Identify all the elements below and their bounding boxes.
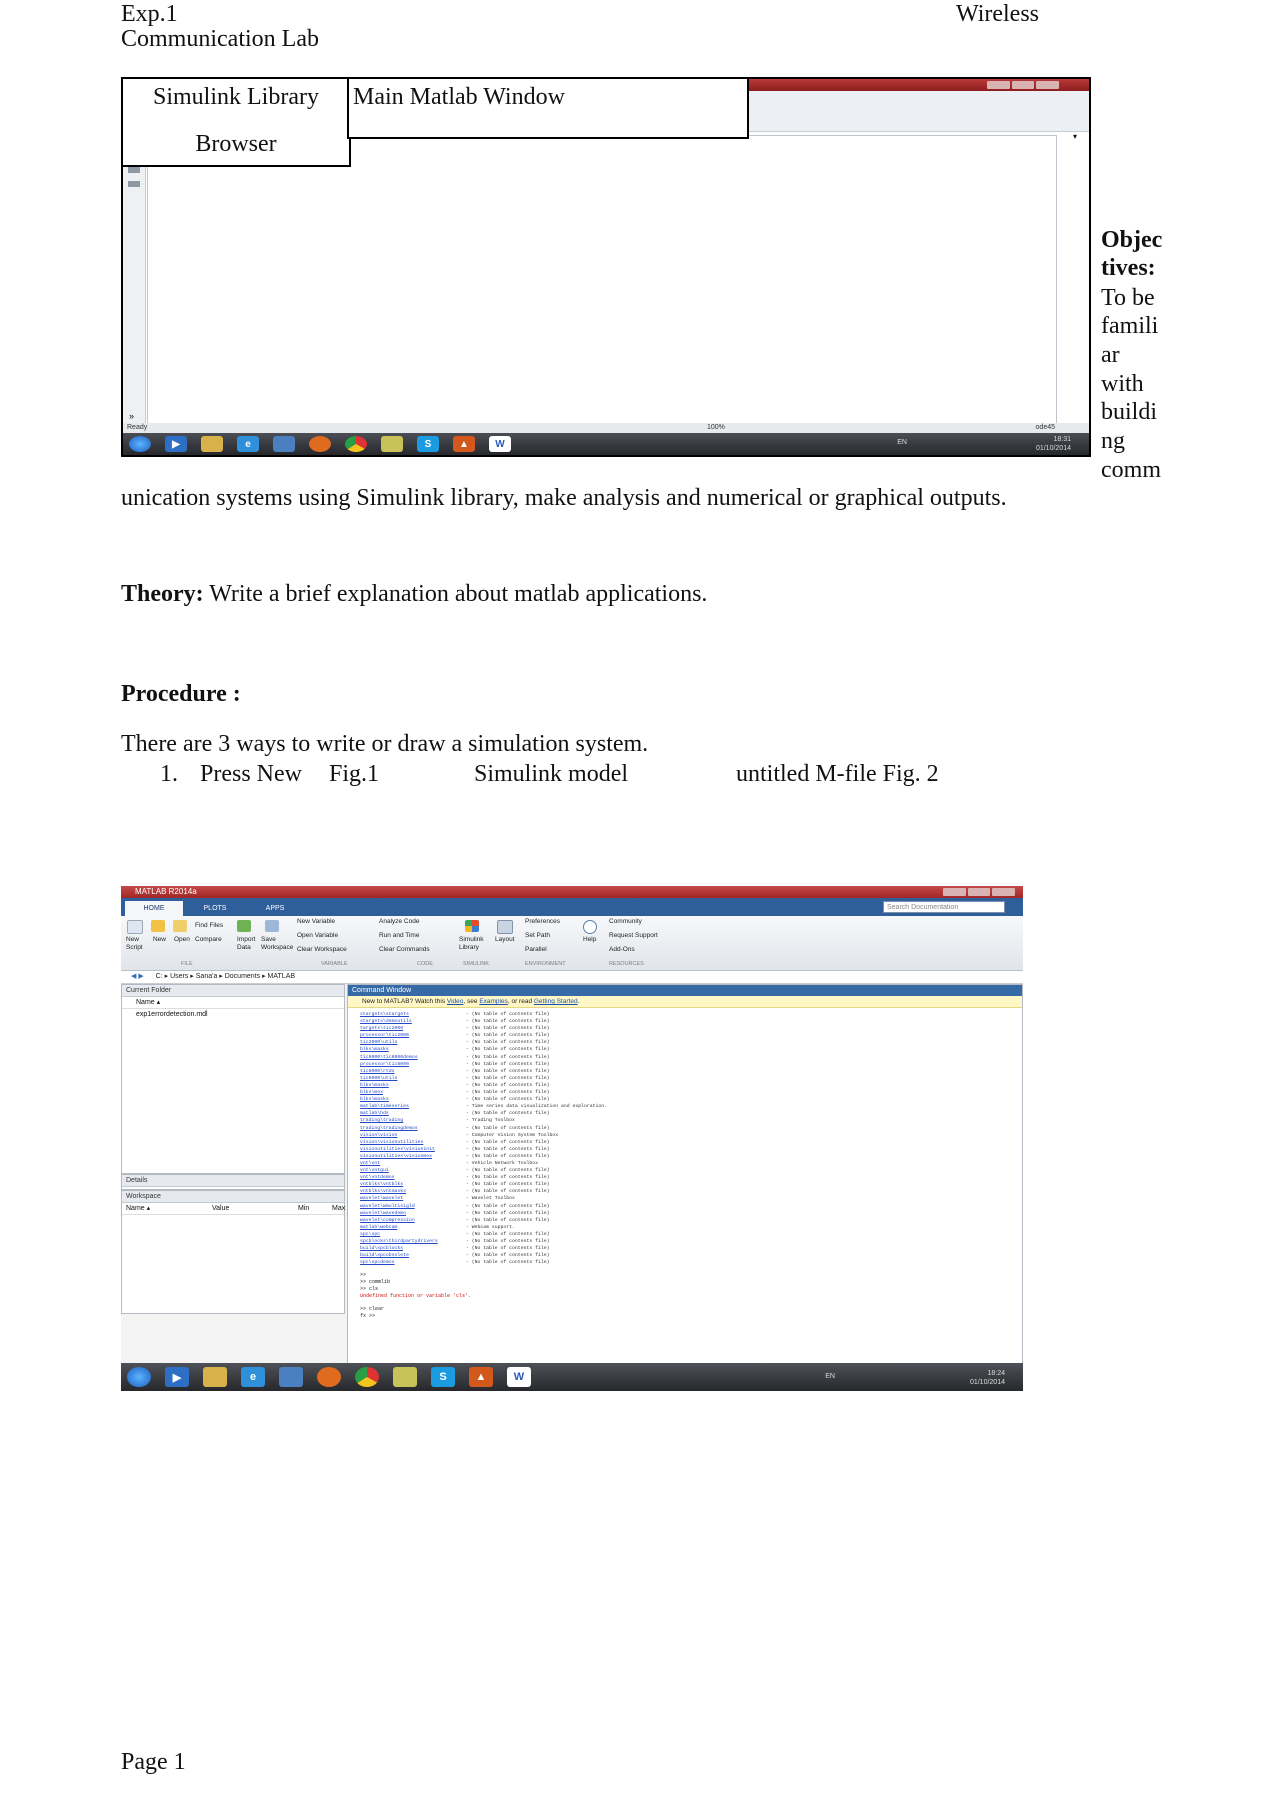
command-output-row <box>348 1032 1022 1039</box>
command-output-row <box>348 1203 1022 1210</box>
firefox-icon[interactable] <box>317 1367 341 1387</box>
theory-label: Theory: <box>121 581 204 607</box>
command-output-row <box>348 1252 1022 1259</box>
command-output-row <box>348 1160 1022 1167</box>
paint-icon[interactable] <box>381 436 403 452</box>
toolbox-description: - Computer Vision System Toolbox <box>466 1132 559 1138</box>
toolbox-path-link[interactable]: matlab\webcam <box>360 1224 398 1230</box>
tab-plots[interactable]: PLOTS <box>203 905 227 912</box>
command-output-row <box>348 1210 1022 1217</box>
label-simulink-library-browser <box>121 77 351 167</box>
search-documentation-input[interactable]: Search Documentation <box>883 901 1005 913</box>
open-button[interactable]: Open <box>174 936 190 943</box>
toolbox-description: - (No table of contents file) <box>466 1231 550 1237</box>
header-lab: Communication Lab <box>121 26 319 52</box>
new-icon[interactable] <box>151 920 165 932</box>
taskbar <box>121 1363 1023 1391</box>
toolbox-path-link[interactable]: vnt\vntgui <box>360 1168 389 1174</box>
prompt-line: >> <box>360 1272 367 1279</box>
section-code: CODE <box>417 961 433 967</box>
step-part-fig1: Fig.1 <box>329 761 380 787</box>
objectives-heading-2: tives: <box>1101 255 1156 281</box>
ribbon-tabs <box>121 898 1023 916</box>
window-controls[interactable] <box>943 888 1015 896</box>
toolbox-path-link[interactable]: wavelet\compression <box>360 1217 415 1223</box>
new-script-button[interactable]: New Script <box>126 936 143 951</box>
step-part-simulink-model: Simulink model <box>474 761 629 787</box>
prompt-line: >> clear <box>360 1306 385 1313</box>
command-window-title: Command Window <box>348 985 1022 996</box>
command-output-row <box>348 1018 1022 1025</box>
ie-icon[interactable]: e <box>241 1367 265 1387</box>
command-output-row <box>348 1195 1022 1202</box>
clock-time: 18:31 <box>1053 436 1071 443</box>
skype-icon[interactable]: S <box>417 436 439 452</box>
status-solver: ode45 <box>1035 424 1055 431</box>
toolbox-path-link[interactable]: trading\trading <box>360 1118 404 1124</box>
toolbox-path-link[interactable]: spc\spcdemos <box>360 1260 395 1266</box>
objectives-line: comm <box>1101 457 1161 483</box>
command-output-row <box>348 1188 1022 1195</box>
command-output-row <box>348 1075 1022 1082</box>
prompt-line: >> cls <box>360 1286 379 1293</box>
window-controls[interactable] <box>987 81 1059 89</box>
clock-time: 18:24 <box>987 1370 1005 1377</box>
tab-apps[interactable]: APPS <box>265 905 285 912</box>
toolbox-path-link[interactable]: blks\masks <box>360 1082 389 1088</box>
toolbox-description: - (No table of contents file) <box>466 1061 550 1067</box>
word-icon[interactable]: W <box>489 436 511 452</box>
theory-paragraph <box>121 580 707 608</box>
chrome-icon[interactable] <box>355 1367 379 1387</box>
workspace-title: Workspace <box>122 1191 344 1203</box>
objectives-line: ng <box>1101 428 1125 454</box>
folder-file-item[interactable]: exp1errordetection.mdl <box>136 1011 208 1018</box>
toolbox-description: - (No table of contents file) <box>466 1210 550 1216</box>
command-output-row <box>348 1146 1022 1153</box>
prompt-line: >> commlib <box>360 1279 391 1286</box>
toolbox-path-link[interactable]: wavelet\wavelet <box>360 1196 404 1202</box>
command-window[interactable] <box>347 984 1023 1364</box>
toolbox-path-link[interactable]: build\spcblocks <box>360 1246 404 1252</box>
step-part-mfile: untitled M-file Fig. 2 <box>736 761 939 787</box>
command-output-row <box>348 1068 1022 1075</box>
parallel-button[interactable]: Parallel <box>525 946 547 953</box>
new-script-icon[interactable] <box>127 920 143 934</box>
toolbox-description: - (No table of contents file) <box>466 1019 550 1025</box>
command-output-row <box>348 1061 1022 1068</box>
toolbox-description: - Trading Toolbox <box>466 1118 515 1124</box>
objectives-line: with <box>1101 371 1144 397</box>
preferences-button[interactable]: Preferences <box>525 918 561 925</box>
toolbox-path-link[interactable]: blks\masks <box>360 1097 389 1103</box>
toolbox-path-link[interactable]: vnt\vntdemos <box>360 1175 395 1181</box>
command-output-row <box>348 1046 1022 1053</box>
run-and-time-button[interactable]: Run and Time <box>379 932 420 939</box>
command-output-row <box>348 1054 1022 1061</box>
toolbox-path-link[interactable]: visionutilities\visionmex <box>360 1153 432 1159</box>
network-icon[interactable] <box>273 436 295 452</box>
toolbox-description: - (No table of contents file) <box>466 1203 550 1209</box>
command-output-row <box>348 1167 1022 1174</box>
command-output-row <box>348 1011 1022 1018</box>
toolbox-path-link[interactable]: vntblks\vntmasks <box>360 1189 407 1195</box>
toolbox-path-link[interactable]: wavelet\wavedemo <box>360 1210 407 1216</box>
open-folder-icon[interactable] <box>173 920 187 932</box>
command-output-row <box>348 1231 1022 1238</box>
layout-button[interactable]: Layout <box>495 936 515 943</box>
system-tray <box>897 435 1071 453</box>
toolbox-path-link[interactable]: vision\visionutilities <box>360 1139 424 1145</box>
matlab-title: MATLAB R2014a <box>135 887 197 896</box>
command-output-row <box>348 1089 1022 1096</box>
command-output-row <box>348 1110 1022 1117</box>
open-variable-button[interactable]: Open Variable <box>297 932 339 939</box>
toolbox-description: - Webcam support. <box>466 1224 515 1230</box>
command-output-row <box>348 1125 1022 1132</box>
toolbox-description: - (No table of contents file) <box>466 1033 550 1039</box>
theory-text: Write a brief explanation about matlab applications. <box>209 581 708 607</box>
step-part-press-new: Press New <box>200 761 302 787</box>
toolbox-path-link[interactable]: trading\tradingdemos <box>360 1125 418 1131</box>
current-path[interactable]: C: ▸ Users ▸ Sana'a ▸ Documents ▸ MATLAB <box>155 973 296 980</box>
find-files-button[interactable]: Find Files <box>195 922 224 929</box>
toolbox-path-link[interactable]: blks\mex <box>360 1090 384 1096</box>
toolbox-description: - (No table of contents file) <box>466 1182 550 1188</box>
ribbon <box>121 916 1023 971</box>
figure-1-screenshot <box>121 77 1091 457</box>
matlab-icon[interactable]: ▲ <box>453 436 475 452</box>
video-link[interactable]: Video <box>446 998 464 1005</box>
toolbox-description: - (No table of contents file) <box>466 1082 550 1088</box>
status-ready: Ready <box>127 424 148 431</box>
new-button[interactable]: New <box>153 936 167 943</box>
tray-lang: EN <box>825 1373 835 1380</box>
procedure-intro: There are 3 ways to write or draw a simulation system. <box>121 731 649 757</box>
new-to-matlab-notice: New to MATLAB? Watch this Video, see Examples, or read Getting Started. <box>348 996 1022 1008</box>
toolbox-description: - (No table of contents file) <box>466 1246 550 1252</box>
address-bar[interactable] <box>121 971 1023 984</box>
section-file: FILE <box>181 961 193 967</box>
error-message: Undefined function or variable 'cls'. <box>360 1293 472 1300</box>
objectives-line: To be <box>1101 285 1155 311</box>
toolbox-path-link[interactable]: spc\spc <box>360 1231 381 1237</box>
toolbox-description: - Time series data visualization and exploration. <box>466 1104 608 1110</box>
help-icon[interactable] <box>583 920 597 934</box>
details-pane <box>121 1174 345 1190</box>
simulink-library-icon[interactable] <box>465 920 479 932</box>
matlab-titlebar <box>121 886 1023 898</box>
toolbox-path-link[interactable]: build\spcobsolete <box>360 1253 409 1259</box>
toolbox-path-link[interactable]: stargets\demoutils <box>360 1019 412 1025</box>
command-output-row <box>348 1181 1022 1188</box>
toolbox-path-link[interactable]: matlab\hds <box>360 1111 389 1117</box>
toolbox-description: - (No table of contents file) <box>466 1026 550 1032</box>
help-button[interactable]: Help <box>583 936 597 943</box>
toolbox-description: - (No table of contents file) <box>466 1047 550 1053</box>
toolbox-path-link[interactable]: vision\vision <box>360 1132 398 1138</box>
clear-workspace-button[interactable]: Clear Workspace <box>297 946 347 953</box>
objectives-line: buildi <box>1101 399 1158 425</box>
workspace-col-value[interactable]: Value <box>212 1205 230 1212</box>
toolbox-path-link[interactable]: tic6000\utils <box>360 1075 398 1081</box>
import-data-button[interactable]: Import Data <box>237 936 256 951</box>
media-icon[interactable]: ▶ <box>165 436 187 452</box>
details-title: Details <box>122 1175 344 1187</box>
command-output-row <box>348 1174 1022 1181</box>
folder-icon[interactable] <box>203 1367 227 1387</box>
folder-icon[interactable] <box>201 436 223 452</box>
command-output-row <box>348 1039 1022 1046</box>
command-output-row <box>348 1224 1022 1231</box>
objectives-line: ar <box>1101 342 1120 368</box>
getting-started-link[interactable]: Getting Started <box>533 998 578 1005</box>
toolbox-description: - Wavelet Toolbox <box>466 1196 515 1202</box>
toolbox-path-link[interactable]: processor\tic6000 <box>360 1061 409 1067</box>
status-bar <box>123 423 1089 433</box>
chevron-down-icon[interactable]: ▾ <box>1073 132 1078 141</box>
objectives-heading-1: Objec <box>1101 227 1163 253</box>
media-icon[interactable]: ▶ <box>165 1367 189 1387</box>
firefox-icon[interactable] <box>309 436 331 452</box>
toolbox-path-link[interactable]: blks\masks <box>360 1047 389 1053</box>
examples-link[interactable]: Examples <box>479 998 508 1005</box>
command-output-row <box>348 1117 1022 1124</box>
tray-lang: EN <box>897 439 907 446</box>
analyze-code-button[interactable]: Analyze Code <box>379 918 420 925</box>
paint-icon[interactable] <box>393 1367 417 1387</box>
section-variable: VARIABLE <box>321 961 348 967</box>
taskbar <box>123 433 1089 455</box>
workspace-col-min[interactable]: Min <box>298 1205 310 1212</box>
toolbox-path-link[interactable]: tic6000\tic6000demos <box>360 1054 418 1060</box>
new-variable-button[interactable]: New Variable <box>297 918 336 925</box>
objectives-continuation: unication systems using Simulink library, make analysis and numerical or graphical outputs. <box>121 485 1007 511</box>
objectives-line: famili <box>1101 313 1159 339</box>
toolbox-description: - (No table of contents file) <box>466 1168 550 1174</box>
command-output-row <box>348 1139 1022 1146</box>
command-output-row <box>348 1096 1022 1103</box>
left-toolbar <box>123 131 146 427</box>
toolbox-path-link[interactable]: targets\tic2000 <box>360 1026 404 1032</box>
toolbox-description: - (No table of contents file) <box>466 1153 550 1159</box>
header-wireless: Wireless <box>956 1 1040 27</box>
toolbox-description: - (No table of contents file) <box>466 1090 550 1096</box>
step-number: 1. <box>160 761 178 787</box>
section-simulink: SIMULINK <box>463 961 489 967</box>
back-forward-icon[interactable]: ◀ ▶ <box>131 973 144 980</box>
toolbox-description: - (No table of contents file) <box>466 1146 550 1152</box>
toolbox-description: - (No table of contents file) <box>466 1239 550 1244</box>
request-support-button[interactable]: Request Support <box>609 932 658 939</box>
toolbox-path-link[interactable]: tic2000\utils <box>360 1040 398 1046</box>
add-ons-button[interactable]: Add-Ons <box>609 946 635 953</box>
command-output-row <box>348 1082 1022 1089</box>
toolbox-description: - (No table of contents file) <box>466 1189 550 1195</box>
simulink-library-button[interactable]: Simulink Library <box>459 936 484 951</box>
header-exp: Exp.1 <box>121 1 178 27</box>
label-main-matlab-window: Main Matlab Window <box>347 77 749 139</box>
toolbox-path-link[interactable]: vntblks\vntblks <box>360 1182 404 1188</box>
toolbox-description: - (No table of contents file) <box>466 1012 550 1017</box>
section-resources: RESOURCES <box>609 961 644 967</box>
ie-icon[interactable]: e <box>237 436 259 452</box>
matlab-icon[interactable]: ▲ <box>469 1367 493 1387</box>
toolbox-description: - (No table of contents file) <box>466 1253 550 1259</box>
clock-date: 01/10/2014 <box>1035 445 1071 452</box>
chrome-icon[interactable] <box>345 436 367 452</box>
command-output-row <box>348 1217 1022 1224</box>
fx-prompt[interactable]: fx >> <box>360 1313 376 1320</box>
name-column-header[interactable]: Name ▴ <box>122 997 344 1009</box>
procedure-heading: Procedure : <box>121 681 241 707</box>
start-icon[interactable] <box>129 436 151 452</box>
layout-icon[interactable] <box>497 920 513 934</box>
workspace-col-name[interactable]: Name ▴ <box>126 1205 151 1212</box>
command-output-row <box>348 1245 1022 1252</box>
toolbox-path-link[interactable]: tic6000\rtdx <box>360 1068 395 1074</box>
current-folder-title: Current Folder <box>122 985 344 997</box>
compare-button[interactable]: Compare <box>195 936 222 943</box>
command-output-row <box>348 1103 1022 1110</box>
toolbox-description: - Vehicle Network Toolbox <box>466 1160 538 1166</box>
command-output <box>348 1008 1022 1266</box>
set-path-button[interactable]: Set Path <box>525 932 550 939</box>
label-simulink-line1: Simulink Library <box>153 84 319 110</box>
status-zoom: 100% <box>707 424 725 431</box>
toolbox-description: - (No table of contents file) <box>466 1217 550 1223</box>
workspace-col-max[interactable]: Max <box>332 1205 346 1212</box>
command-output-row <box>348 1132 1022 1139</box>
toolbox-description: - (No table of contents file) <box>466 1040 550 1046</box>
toolbox-description: - (No table of contents file) <box>466 1175 550 1181</box>
command-output-row <box>348 1259 1022 1266</box>
system-tray <box>825 1369 1005 1387</box>
expand-icon[interactable]: » <box>129 411 135 421</box>
current-folder-pane <box>121 984 345 1174</box>
clock-date: 01/10/2014 <box>969 1379 1005 1386</box>
toolbox-description: - (No table of contents file) <box>466 1125 550 1131</box>
toolbox-description: - (No table of contents file) <box>466 1139 550 1145</box>
toolbox-path-link[interactable]: processor\tic2000 <box>360 1033 409 1039</box>
section-environment: ENVIRONMENT <box>525 961 566 967</box>
word-icon[interactable]: W <box>507 1367 531 1387</box>
network-icon[interactable] <box>279 1367 303 1387</box>
label-simulink-line2: Browser <box>195 131 277 157</box>
command-output-row <box>348 1025 1022 1032</box>
toolbox-path-link[interactable]: spcblocks\thirdpartydrivers <box>360 1239 438 1244</box>
import-data-icon[interactable] <box>237 920 251 932</box>
command-output-row <box>348 1238 1022 1245</box>
toolbox-path-link[interactable]: matlab\timeseries <box>360 1104 409 1110</box>
toolbox-path-link[interactable]: vnt\vnt <box>360 1160 381 1166</box>
toolbox-description: - (No table of contents file) <box>466 1054 550 1060</box>
figure-2-screenshot <box>121 886 1023 1391</box>
toolbox-description: - (No table of contents file) <box>466 1111 550 1117</box>
toolbox-path-link[interactable]: visionutilities\visioninit <box>360 1146 435 1152</box>
command-output-row <box>348 1153 1022 1160</box>
skype-icon[interactable]: S <box>431 1367 455 1387</box>
toolbox-path-link[interactable]: wavelet\wmultisigld <box>360 1203 415 1209</box>
toolbox-description: - (No table of contents file) <box>466 1068 550 1074</box>
toolbox-description: - (No table of contents file) <box>466 1075 550 1081</box>
toolbox-path-link[interactable]: stargets\stargets <box>360 1012 409 1017</box>
save-workspace-icon[interactable] <box>265 920 279 932</box>
page-number: Page 1 <box>121 1749 186 1775</box>
save-workspace-button[interactable]: Save Workspace <box>261 936 294 951</box>
toolbox-description: - (No table of contents file) <box>466 1097 550 1103</box>
workspace-pane <box>121 1190 345 1314</box>
toolbox-description: - (No table of contents file) <box>466 1260 550 1266</box>
community-button[interactable]: Community <box>609 918 642 925</box>
start-icon[interactable] <box>127 1367 151 1387</box>
tab-home[interactable]: HOME <box>125 901 183 916</box>
model-canvas[interactable] <box>147 135 1057 425</box>
clear-commands-button[interactable]: Clear Commands <box>379 946 430 953</box>
